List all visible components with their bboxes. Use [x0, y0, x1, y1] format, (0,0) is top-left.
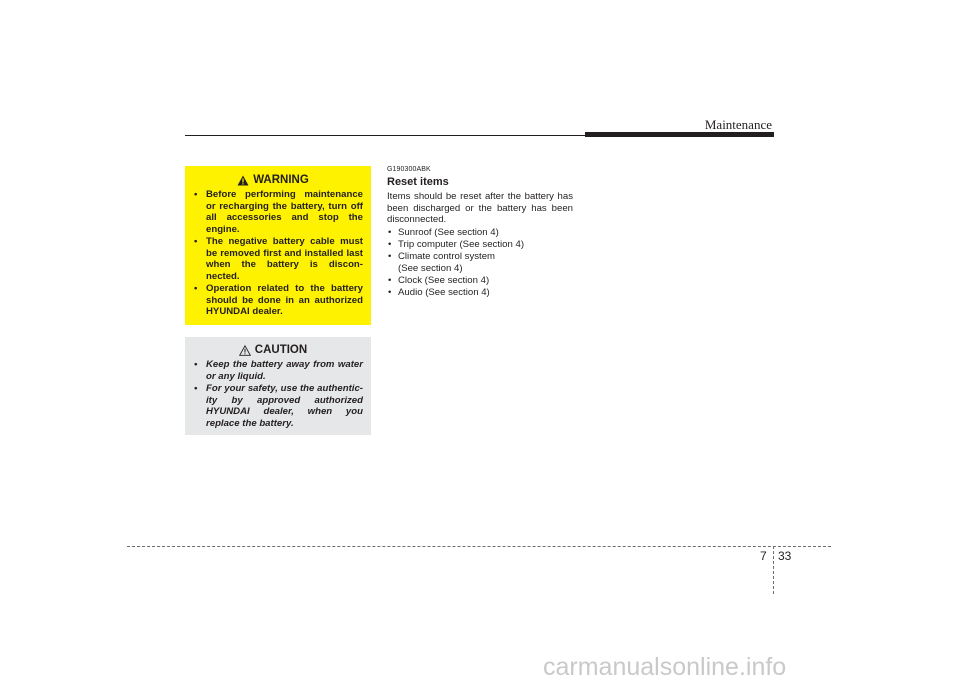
watermark: carmanualsonline.info	[543, 653, 787, 681]
reset-section	[387, 166, 573, 299]
list-item-text: Audio (See section 4)	[398, 286, 490, 298]
caution-item: • For your safety, use the authentic-ity by approved authorized HYUNDAI dealer, when you replace the battery.	[193, 383, 363, 429]
caution-item: • Keep the battery away from water or any liquid.	[193, 359, 363, 382]
list-item-text: Trip computer (See section 4)	[398, 238, 525, 250]
section-title: Reset items	[387, 176, 449, 188]
list-item	[387, 239, 573, 251]
warning-triangle-icon	[237, 175, 249, 186]
warning-item: • The negative battery cable must be removed first and installed last when the battery is discon-nected.	[193, 236, 363, 282]
list-item-text: Sunroof (See section 4)	[398, 226, 499, 238]
list-item	[387, 287, 573, 299]
list-item	[387, 275, 573, 287]
warning-list	[193, 189, 363, 318]
caution-list	[193, 359, 363, 429]
section-code: G190300ABK	[387, 166, 431, 173]
warning-item: • Before performing maintenance or recharging the battery, turn off all accessories and stop the engine.	[193, 189, 363, 235]
caution-title: CAUTION	[254, 344, 308, 356]
footer-vertical-rule	[773, 546, 774, 594]
page-number: 33	[778, 549, 792, 563]
section-intro: Items should be reset after the battery has been discharged or the battery has been disconnected.	[387, 191, 573, 225]
caution-box	[185, 337, 371, 435]
warning-title: WARNING	[253, 174, 309, 186]
list-item-text: Clock (See section 4)	[398, 274, 490, 286]
header-title: Maintenance	[704, 117, 772, 132]
warning-box	[185, 166, 371, 325]
reset-item-list	[387, 227, 573, 299]
list-item	[387, 251, 573, 275]
caution-triangle-icon	[239, 345, 251, 356]
footer-dashed-rule	[127, 546, 831, 547]
warning-item: • Operation related to the battery should be done in an authorized HYUNDAI dealer.	[193, 283, 363, 318]
chapter-number: 7	[760, 549, 767, 563]
list-item	[387, 227, 573, 239]
header-rule	[185, 135, 585, 136]
list-item-text: Climate control system	[398, 250, 496, 262]
caution-heading	[183, 344, 363, 356]
header-bar	[585, 132, 774, 137]
list-item-subtext: (See section 4)	[398, 262, 463, 274]
warning-heading	[183, 174, 363, 186]
